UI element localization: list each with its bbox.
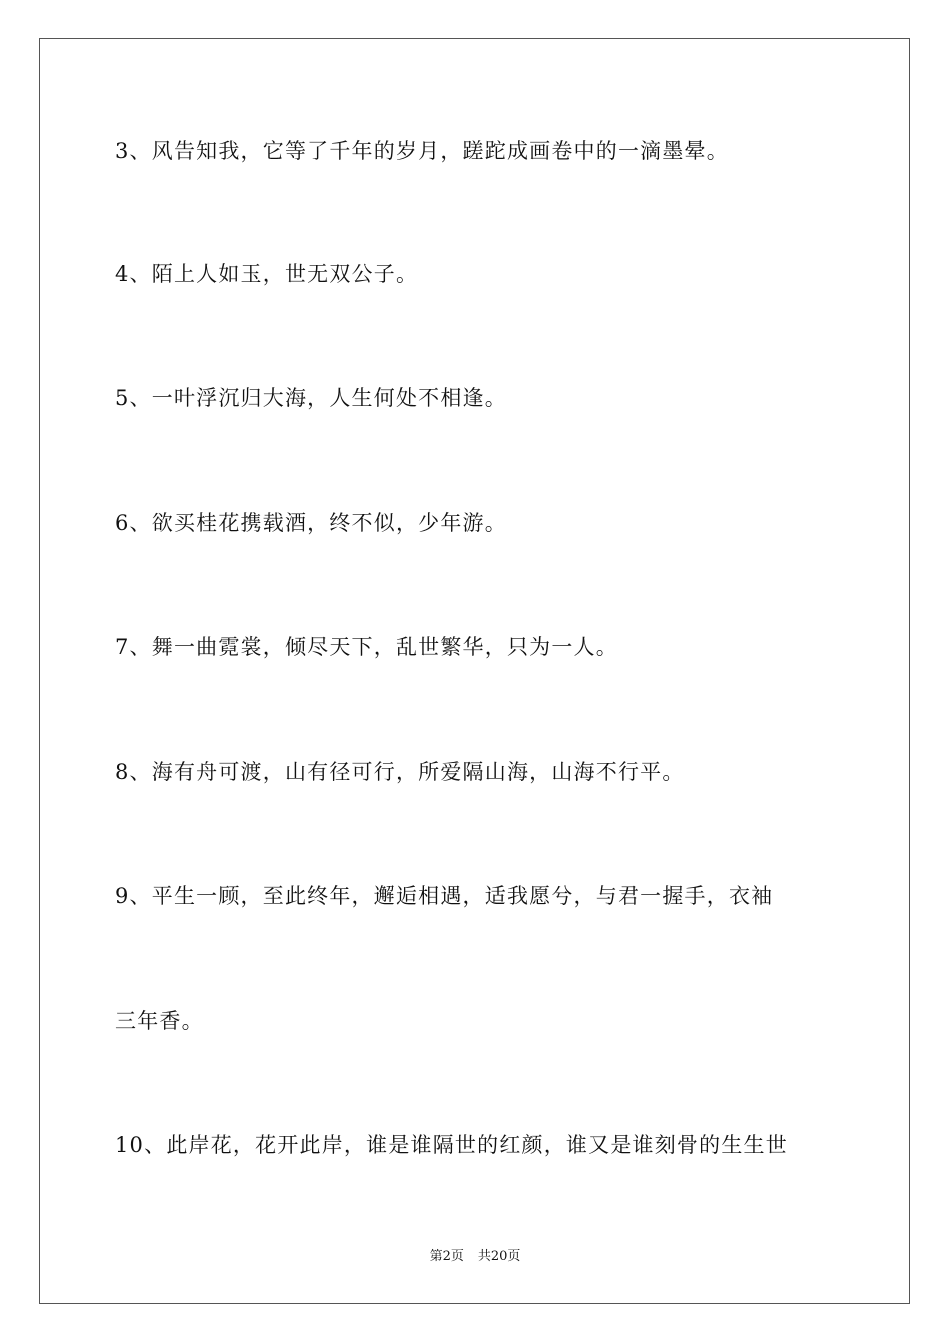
text-line-7: 9、平生一顾，至此终年，邂逅相遇，适我愿兮，与君一握手，衣袖 (115, 884, 774, 908)
text-line-2: 4、陌上人如玉，世无双公子。 (115, 262, 419, 286)
page-border (39, 38, 910, 1304)
page-footer (0, 1248, 950, 1266)
text-line-3: 5、一叶浮沉归大海，人生何处不相逢。 (115, 386, 507, 410)
text-line-8: 三年香。 (115, 1009, 204, 1033)
text-line-4: 6、欲买桂花携载酒，终不似，少年游。 (115, 511, 507, 535)
text-line-6: 8、海有舟可渡，山有径可行，所爱隔山海，山海不行平。 (115, 760, 685, 784)
text-line-9: 10、此岸花，花开此岸，谁是谁隔世的红颜，谁又是谁刻骨的生生世 (115, 1133, 788, 1157)
page-total: 共20页 (477, 1249, 521, 1264)
text-line-1: 3、风告知我，它等了千年的岁月，蹉跎成画卷中的一滴墨晕。 (115, 139, 729, 163)
text-line-5: 7、舞一曲霓裳，倾尽天下，乱世繁华，只为一人。 (115, 635, 618, 659)
page-number: 第2页 (429, 1249, 464, 1264)
